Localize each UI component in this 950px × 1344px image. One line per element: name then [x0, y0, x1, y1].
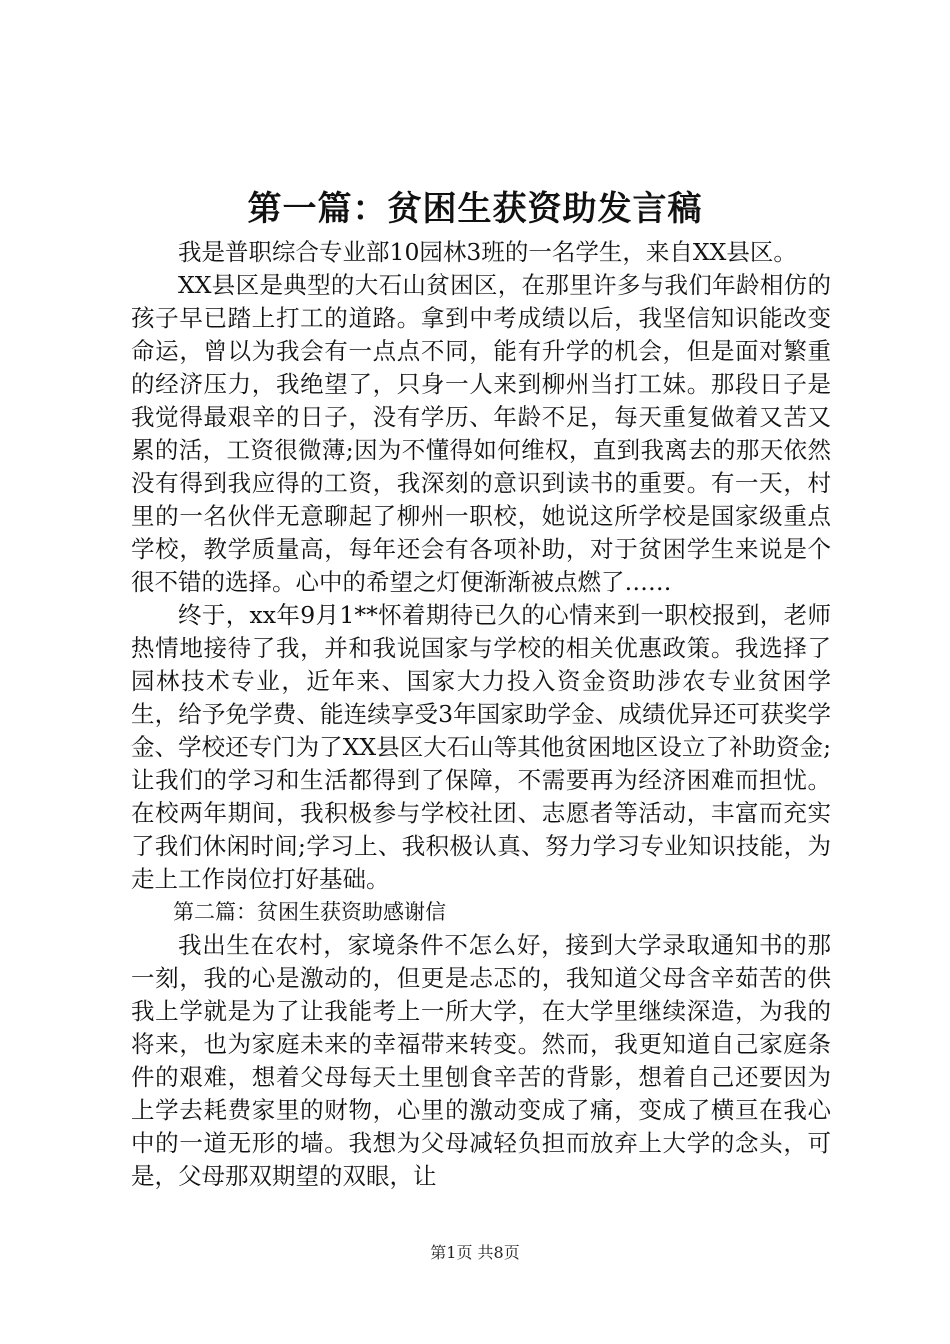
document-body [131, 236, 831, 1193]
document-title: 第一篇：贫困生获资助发言稿 [247, 189, 703, 229]
paragraph: 我是普职综合专业部10园林3班的一名学生，来自XX县区。 [178, 238, 797, 266]
paragraph: 终于，xx年9月1**怀着期待已久的心情来到一职校报到，老师热情地接待了我，并和我说国家与学校的相关优惠政策。我选择了园林技术专业，近年来、国家大力投入资金资助涉农专业贫困学生，给予免学费、能连续享受3年国家助学金、成绩优异还可获奖学金、学校还专门为了XX县区大石山等其他贫困地区设立了补助资金;让我们的学习和生活都得到了保障，不需要再为经济困难而担忧。在校两年期间，我积极参与学校社团、志愿者等活动，丰富而充实了我们休闲时间;学习上、我积极认真、努力学习专业知识技能，为走上工作岗位打好基础。 [131, 601, 831, 893]
page-footer: 第1页 共8页 [430, 1243, 520, 1262]
section-heading: 第二篇：贫困生获资助感谢信 [173, 900, 446, 924]
paragraph: XX县区是典型的大石山贫困区，在那里许多与我们年龄相仿的孩子早已踏上打工的道路。拿到中考成绩以后，我坚信知识能改变命运，曾以为我会有一点点不同，能有升学的机会，但是面对繁重的经济压力，我绝望了，只身一人来到柳州当打工妹。那段日子是我觉得最艰辛的日子，没有学历、年龄不足，每天重复做着又苦又累的活，工资很微薄;因为不懂得如何维权，直到我离去的那天依然没有得到我应得的工资，我深刻的意识到读书的重要。有一天，村里的一名伙伴无意聊起了柳州一职校，她说这所学校是国家级重点学校，教学质量高，每年还会有各项补助，对于贫困学生来说是个很不错的选择。心中的希望之灯便渐渐被点燃了…… [131, 271, 831, 596]
paragraph: 我出生在农村，家境条件不怎么好，接到大学录取通知书的那一刻，我的心是激动的，但更是忐忑的，我知道父母含辛茹苦的供我上学就是为了让我能考上一所大学，在大学里继续深造，为我的将来，也为家庭未来的幸福带来转变。然而，我更知道自己家庭条件的艰难，想着父母每天土里刨食辛苦的背影，想着自己还要因为上学去耗费家里的财物，心里的激动变成了痛，变成了横亘在我心中的一道无形的墙。我想为父母减轻负担而放弃上大学的念头，可是，父母那双期望的双眼，让 [131, 931, 831, 1190]
